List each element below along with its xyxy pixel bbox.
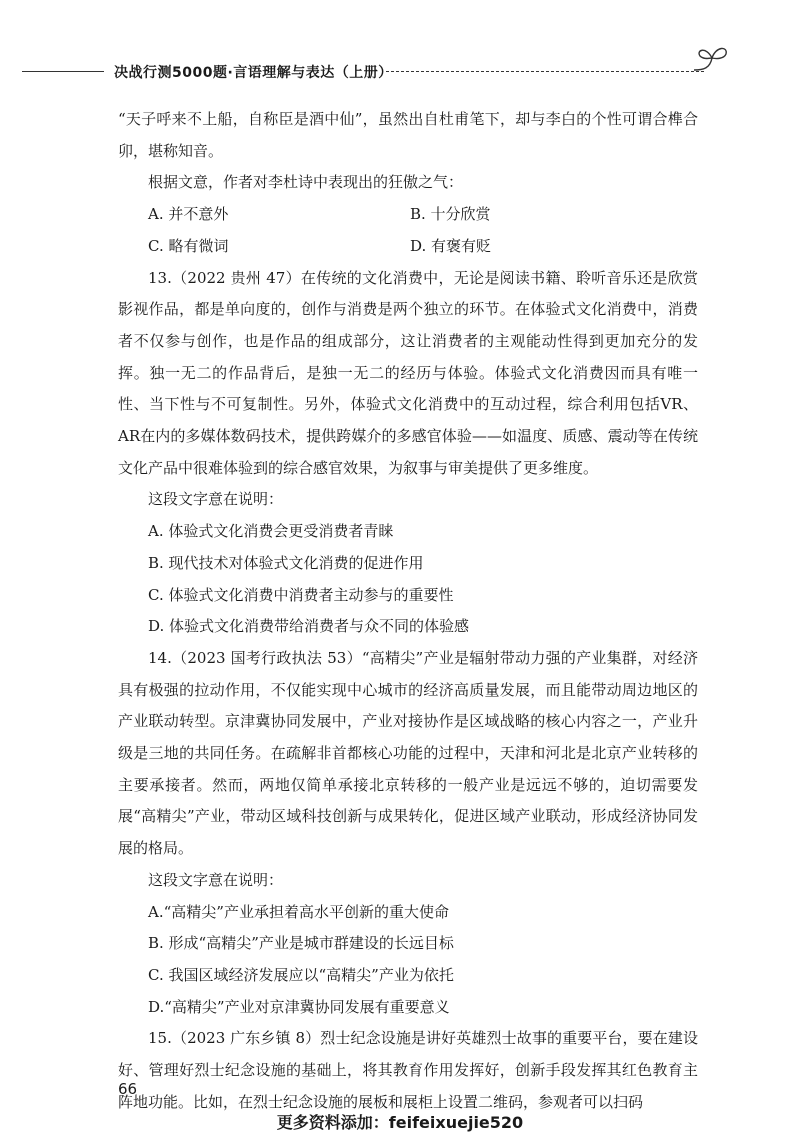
question-12-stem: 根据文意，作者对李杜诗中表现出的狂傲之气： <box>148 173 464 192</box>
question-13-passage: 13.（2022 贵州 47）在传统的文化消费中，无论是阅读书籍、聆听音乐还是欣赏影视作品，都是单向度的，创作与消费是两个独立的环节。在体验式文化消费中，消费者不仅参与创作，也是作品的组成部分，这让消费者的主观能动性得到更加充分的发挥。独一无二的作品背后，是独一无二的经历与体验。体验式文化消费因而具有唯一性、当下性与不可复制性。另外，体验式文化消费中的互动过程，综合利用包括VR、AR在内的多媒体数码技术，提供跨媒介的多感官体验——如温度、质感、震动等在传统文化产品中很难体验到的综合感官效果，为叙事与审美提供了更多维度。 <box>118 268 698 477</box>
header-rule-left <box>22 71 104 72</box>
option-c: C. 我国区域经济发展应以“高精尖”产业为依托 <box>148 965 454 984</box>
option-d: D.“高精尖”产业对京津冀协同发展有重要意义 <box>148 997 450 1016</box>
question-14-stem: 这段文字意在说明： <box>148 870 284 889</box>
page-body <box>118 104 698 1119</box>
option-c: C. 略有微词 <box>148 236 229 255</box>
footer-note: 更多资料添加：feifeixuejie520 <box>276 1113 524 1132</box>
option-b: B. 十分欣赏 <box>410 205 491 224</box>
header-rule-right <box>386 71 704 72</box>
option-b: B. 现代技术对体验式文化消费的促进作用 <box>148 553 424 572</box>
question-12-options-row-1 <box>118 199 698 231</box>
book-title: 决战行测5000题·言语理解与表达（上册） <box>114 65 393 81</box>
passage-continued: “天子呼来不上船，自称臣是酒中仙”，虽然出自杜甫笔下，却与李白的个性可谓合榫合卯，堪称知音。 <box>118 110 698 160</box>
option-d: D. 体验式文化消费带给消费者与众不同的体验感 <box>148 617 470 636</box>
question-15-passage: 15.（2023 广东乡镇 8）烈士纪念设施是讲好英雄烈士故事的重要平台，要在建设好、管理好烈士纪念设施的基础上，将其教育作用发挥好，创新手段发挥其红色教育主阵地功能。比如，在烈士纪念设施的展板和展柜上设置二维码，参观者可以扫码 <box>118 1029 698 1111</box>
option-c: C. 体验式文化消费中消费者主动参与的重要性 <box>148 585 454 604</box>
question-14-passage: 14.（2023 国考行政执法 53）“高精尖”产业是辐射带动力强的产业集群，对经济具有极强的拉动作用，不仅能实现中心城市的经济高质量发展，而且能带动周边地区的产业联动转型。京津冀协同发展中，产业对接协作是区域战略的核心内容之一，产业升级是三地的共同任务。在疏解非首都核心功能的过程中，天津和河北是北京产业转移的主要承接者。然而，两地仅简单承接北京转移的一般产业是远远不够的，迫切需要发展“高精尖”产业，带动区域科技创新与成果转化，促进区域产业联动，形成经济协同发展的格局。 <box>118 648 698 858</box>
question-12-options-row-2 <box>118 231 698 263</box>
option-b: B. 形成“高精尖”产业是城市群建设的长远目标 <box>148 934 454 953</box>
question-13-stem: 这段文字意在说明： <box>148 490 284 509</box>
running-header <box>22 58 722 86</box>
page-number: 66 <box>118 1080 138 1098</box>
option-a: A.“高精尖”产业承担着高水平创新的重大使命 <box>148 902 449 921</box>
option-d: D. 有褒有贬 <box>410 236 492 255</box>
option-a: A. 并不意外 <box>148 205 229 224</box>
option-a: A. 体验式文化消费会更受消费者青睐 <box>148 522 394 541</box>
sprout-icon <box>692 44 732 74</box>
